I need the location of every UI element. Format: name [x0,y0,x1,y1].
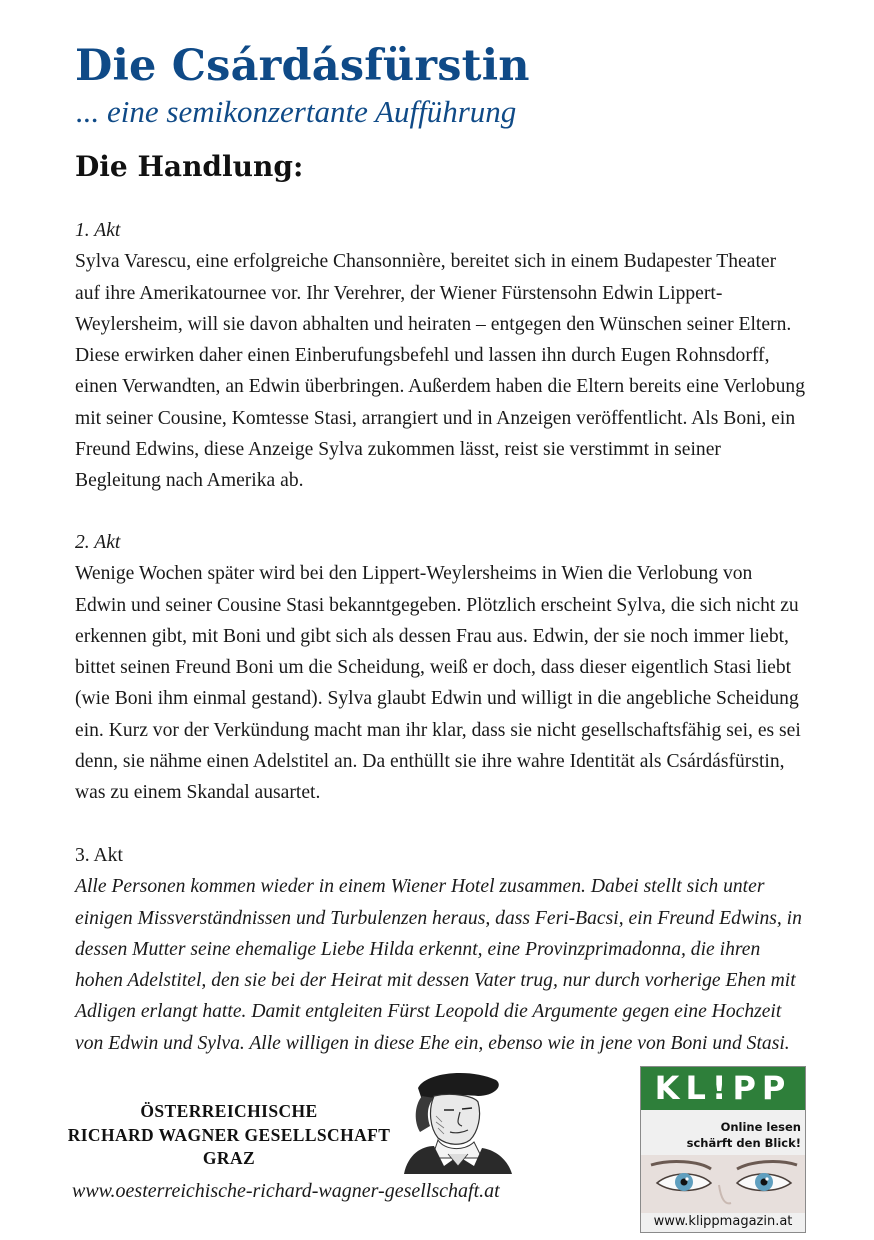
page-subtitle: ... eine semikonzertante Aufführung [76,94,517,129]
ad-url: www.klippmagazin.at [653,1214,793,1229]
page-title: Die Csárdásfürstin [75,41,530,91]
society-name [66,1100,392,1171]
section-heading: Die Handlung: [75,150,304,183]
act-3 [75,840,805,1059]
society-website-link[interactable]: www.oesterreichische-richard-wagner-gesellschaft.at [72,1180,500,1202]
act-3-text: Alle Personen kommen wieder in einem Wiener Hotel zusammen. Dabei stellt sich unter einigen Missverständnissen und Turbulenzen heraus, dass Feri-Bacsi, ein Freund Edwins, in dessen Mutter seine ehemalige Liebe Hilda erkennt, eine Provinzprimadonna, die ihren hohen Adelstitel, den sie bei der Heirat mit dessen Vater trug, nur durch vorherige Ehen mit Adligen erlangt hatte. Damit entgleiten Fürst Leopold die Argumente gegen eine Hochzeit von Edwin und Sylva. Alle willigen in diese Ehe ein, ebenso wie in jene von Boni und Stasi. [75,876,802,1054]
society-line-2: RICHARD WAGNER GESELLSCHAFT [67,1124,391,1145]
act-2-label: 2. Akt [75,532,121,553]
society-line-3: GRAZ [202,1148,256,1168]
klipp-logo: KL!PP [641,1067,805,1110]
wagner-portrait-image [378,1066,518,1174]
act-2-text: Wenige Wochen später wird bei den Lippert-Weylersheims in Wien die Verlobung von Edwin und seiner Cousine Stasi bekanntgegeben. Plötzlich erscheint Sylva, die sich nicht zu erkennen gibt, mit Boni und gibt sich als dessen Frau aus. Edwin, der sie noch immer liebt, bittet seinen Freund Boni um die Scheidung, weiß er doch, dass dieser eigentlich Stasi liebt (wie Boni ihm einmal gestand). Sylva glaubt Edwin und willigt in die angebliche Scheidung ein. Kurz vor der Verkündung macht man ihr klar, dass sie nicht gesellschaftsfähig sei, es sei denn, sie nähme einen Adelstitel an. Da enthüllt sie ihre wahre Identität als Csárdásfürstin, was zu einem Skandal ausartet. [75,563,801,804]
society-line-1: ÖSTERREICHISCHE [140,1101,318,1121]
act-1-text: Sylva Varescu, eine erfolgreiche Chansonnière, bereitet sich in einem Budapester Theater auf ihre Amerikatournee vor. Ihr Verehrer, der Wiener Fürstensohn Edwin Lippert-Weylersheim, will sie davon abhalten und heiraten – entgegen den Wünschen seiner Eltern. Diese erwirken daher einen Einberufungsbefehl und lassen ihn durch Eugen Rohnsdorff, einen Verwandten, an Edwin überbringen. Außerdem haben die Eltern bereits eine Verlobung mit seiner Cousine, Komtesse Stasi, arrangiert und in Anzeigen veröffentlicht. Als Boni, ein Freund Edwins, diese Anzeige Sylva zukommen lässt, reist sie verstimmt in seiner Begleitung nach Amerika ab. [75,251,805,492]
act-3-label: 3. Akt [75,845,123,866]
act-1-label: 1. Akt [75,220,121,241]
ad-slogan-line-1: Online lesen [720,1120,801,1134]
act-2 [75,527,805,809]
ad-slogan-line-2: schärft den Blick! [686,1136,801,1150]
act-1 [75,215,805,497]
eyes-image [641,1155,806,1213]
ad-slogan [687,1119,801,1151]
klipp-ad-banner[interactable] [640,1066,806,1233]
